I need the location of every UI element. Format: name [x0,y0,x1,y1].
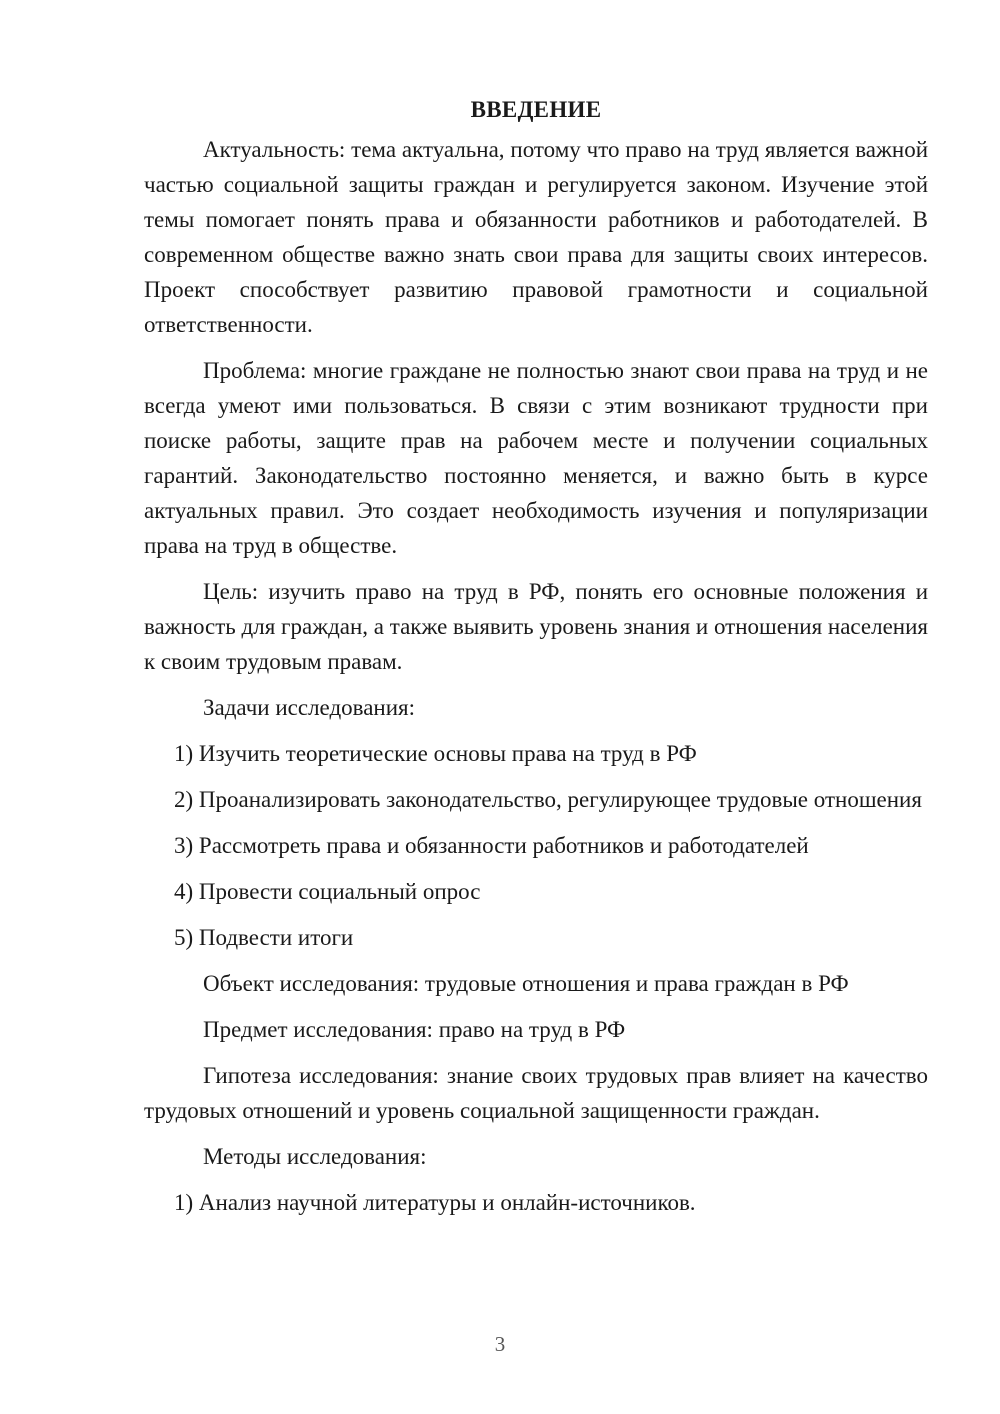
research-object: Объект исследования: трудовые отношения и права граждан в РФ [203,971,849,996]
task-item-4: 4) Провести социальный опрос [174,879,481,904]
page-number: 3 [494,1332,506,1356]
relevance-paragraph: Актуальность: тема актуальна, потому что право на труд является важной частью социальной защиты граждан и регулируется законом. Изучение этой темы помогает понять права и обязанности работников и работодателей. В современном обществе важно знать свои права для защиты своих интересов. Проект способствует развитию правовой грамотности и социальной ответственности. [144,137,928,337]
goal-paragraph: Цель: изучить право на труд в РФ, понять его основные положения и важность для граждан, а также выявить уровень знания и отношения населения к своим трудовым правам. [144,579,928,674]
task-item-2: 2) Проанализировать законодательство, регулирующее трудовые отношения [174,787,922,812]
research-subject: Предмет исследования: право на труд в РФ [203,1017,626,1042]
method-item-1: 1) Анализ научной литературы и онлайн-источников. [174,1190,696,1215]
task-item-5: 5) Подвести итоги [174,925,354,950]
section-title: ВВЕДЕНИЕ [470,97,602,122]
methods-heading: Методы исследования: [203,1144,427,1169]
problem-paragraph: Проблема: многие граждане не полностью знают свои права на труд и не всегда умеют ими пользоваться. В связи с этим возникают трудности при поиске работы, защите прав на рабочем месте и получении социальных гарантий. Законодательство постоянно меняется, и важно быть в курсе актуальных правил. Это создает необходимость изучения и популяризации права на труд в обществе. [144,358,928,558]
research-hypothesis: Гипотеза исследования: знание своих трудовых прав влияет на качество трудовых отношений и уровень социальной защищенности граждан. [144,1063,928,1123]
task-item-1: 1) Изучить теоретические основы права на труд в РФ [174,741,697,766]
task-item-3: 3) Рассмотреть права и обязанности работников и работодателей [174,833,809,858]
tasks-heading: Задачи исследования: [203,695,416,720]
document-page [144,92,928,1231]
